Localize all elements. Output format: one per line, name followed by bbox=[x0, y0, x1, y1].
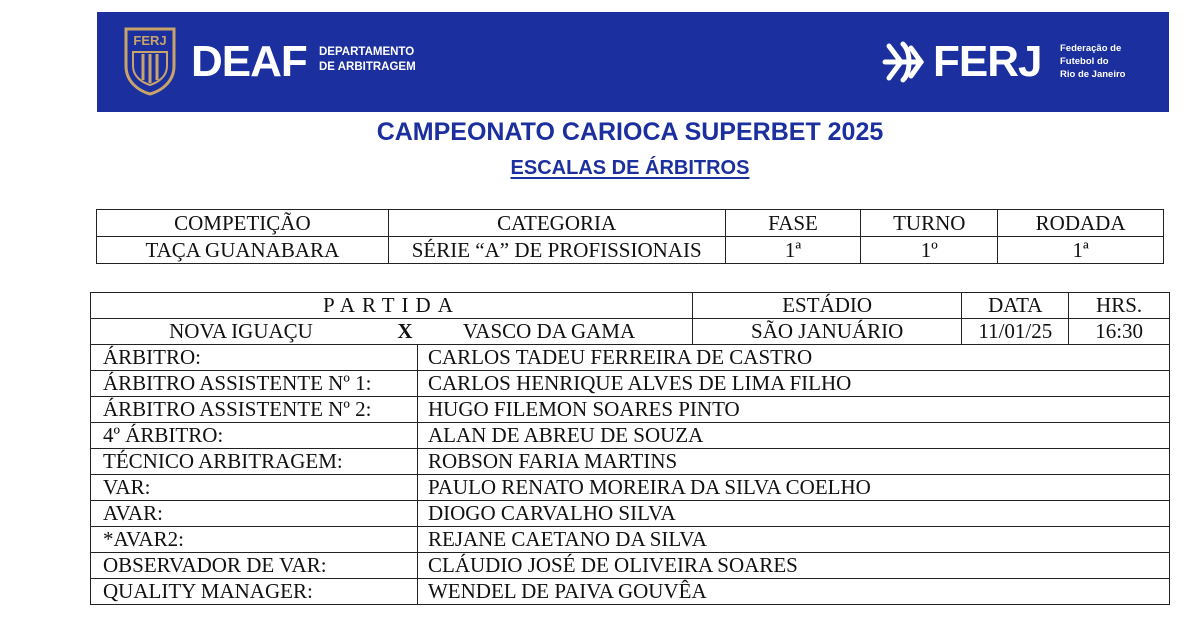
versus-mark: X bbox=[397, 319, 413, 343]
official-row bbox=[91, 449, 1170, 475]
match-teams bbox=[91, 319, 693, 345]
official-row bbox=[91, 579, 1170, 605]
page-subtitle-text: ESCALAS DE ÁRBITROS bbox=[510, 157, 750, 179]
match-stadium: SÃO JANUÁRIO bbox=[692, 319, 961, 345]
official-row bbox=[91, 553, 1170, 579]
ferj-mark-icon bbox=[881, 38, 925, 86]
official-role: 4º ÁRBITRO: bbox=[91, 423, 418, 449]
value-competicao: TAÇA GUANABARA bbox=[97, 237, 389, 264]
ferj-shield-icon bbox=[123, 26, 177, 96]
official-name: WENDEL DE PAIVA GOUVÊA bbox=[417, 579, 1169, 605]
away-team: VASCO DA GAMA bbox=[462, 319, 636, 343]
official-row bbox=[91, 397, 1170, 423]
header-categoria: CATEGORIA bbox=[388, 210, 725, 237]
official-role: AVAR: bbox=[91, 501, 418, 527]
competition-table bbox=[96, 209, 1164, 264]
value-fase: 1ª bbox=[725, 237, 861, 264]
header-estadio: ESTÁDIO bbox=[692, 293, 961, 319]
value-rodada: 1ª bbox=[998, 237, 1164, 264]
home-team: NOVA IGUAÇU bbox=[169, 319, 313, 343]
match-header-row bbox=[91, 293, 1170, 319]
official-name: PAULO RENATO MOREIRA DA SILVA COELHO bbox=[417, 475, 1169, 501]
official-name: CLÁUDIO JOSÉ DE OLIVEIRA SOARES bbox=[417, 553, 1169, 579]
dept-line-1: DEPARTAMENTO bbox=[319, 46, 415, 58]
header-turno: TURNO bbox=[861, 210, 998, 237]
ferj-sub-line-3: Rio de Janeiro bbox=[1060, 69, 1126, 80]
official-row bbox=[91, 527, 1170, 553]
official-name: ALAN DE ABREU DE SOUZA bbox=[417, 423, 1169, 449]
official-name: DIOGO CARVALHO SILVA bbox=[417, 501, 1169, 527]
official-name: CARLOS HENRIQUE ALVES DE LIMA FILHO bbox=[417, 371, 1169, 397]
ferj-logo-text: FERJ bbox=[933, 37, 1042, 86]
official-name: REJANE CAETANO DA SILVA bbox=[417, 527, 1169, 553]
official-row bbox=[91, 423, 1170, 449]
header-competicao: COMPETIÇÃO bbox=[97, 210, 389, 237]
header-rodada: RODADA bbox=[998, 210, 1164, 237]
official-role: ÁRBITRO: bbox=[91, 345, 418, 371]
official-name: CARLOS TADEU FERREIRA DE CASTRO bbox=[417, 345, 1169, 371]
match-row bbox=[91, 319, 1170, 345]
competition-header-row bbox=[97, 210, 1164, 237]
ferj-sub-line-2: Futebol do bbox=[1060, 56, 1109, 67]
header-data: DATA bbox=[962, 293, 1069, 319]
official-name: ROBSON FARIA MARTINS bbox=[417, 449, 1169, 475]
official-row bbox=[91, 345, 1170, 371]
match-table bbox=[90, 292, 1170, 605]
page-subtitle bbox=[0, 154, 1200, 182]
header-banner bbox=[97, 12, 1169, 112]
page-title: CAMPEONATO CARIOCA SUPERBET 2025 bbox=[376, 118, 884, 146]
official-row bbox=[91, 475, 1170, 501]
official-row bbox=[91, 501, 1170, 527]
official-role: QUALITY MANAGER: bbox=[91, 579, 418, 605]
value-categoria: SÉRIE “A” DE PROFISSIONAIS bbox=[388, 237, 725, 264]
dept-text bbox=[319, 45, 416, 75]
header-hrs: HRS. bbox=[1069, 293, 1170, 319]
value-turno: 1º bbox=[861, 237, 998, 264]
official-role: ÁRBITRO ASSISTENTE Nº 2: bbox=[91, 397, 418, 423]
competition-value-row bbox=[97, 237, 1164, 264]
official-role: TÉCNICO ARBITRAGEM: bbox=[91, 449, 418, 475]
match-date: 11/01/25 bbox=[962, 319, 1069, 345]
header-fase: FASE bbox=[725, 210, 861, 237]
dept-line-2: DE ARBITRAGEM bbox=[319, 61, 416, 73]
ferj-sub-line-1: Federação de bbox=[1060, 43, 1122, 54]
official-row bbox=[91, 371, 1170, 397]
deaf-logo-text: DEAF bbox=[191, 37, 307, 86]
shield-badge-text: FERJ bbox=[133, 33, 167, 48]
official-role: *AVAR2: bbox=[91, 527, 418, 553]
header-partida: PARTIDA bbox=[91, 293, 693, 319]
match-time: 16:30 bbox=[1069, 319, 1170, 345]
official-role: OBSERVADOR DE VAR: bbox=[91, 553, 418, 579]
ferj-subtitle bbox=[1060, 42, 1125, 81]
official-role: ÁRBITRO ASSISTENTE Nº 1: bbox=[91, 371, 418, 397]
official-name: HUGO FILEMON SOARES PINTO bbox=[417, 397, 1169, 423]
official-role: VAR: bbox=[91, 475, 418, 501]
